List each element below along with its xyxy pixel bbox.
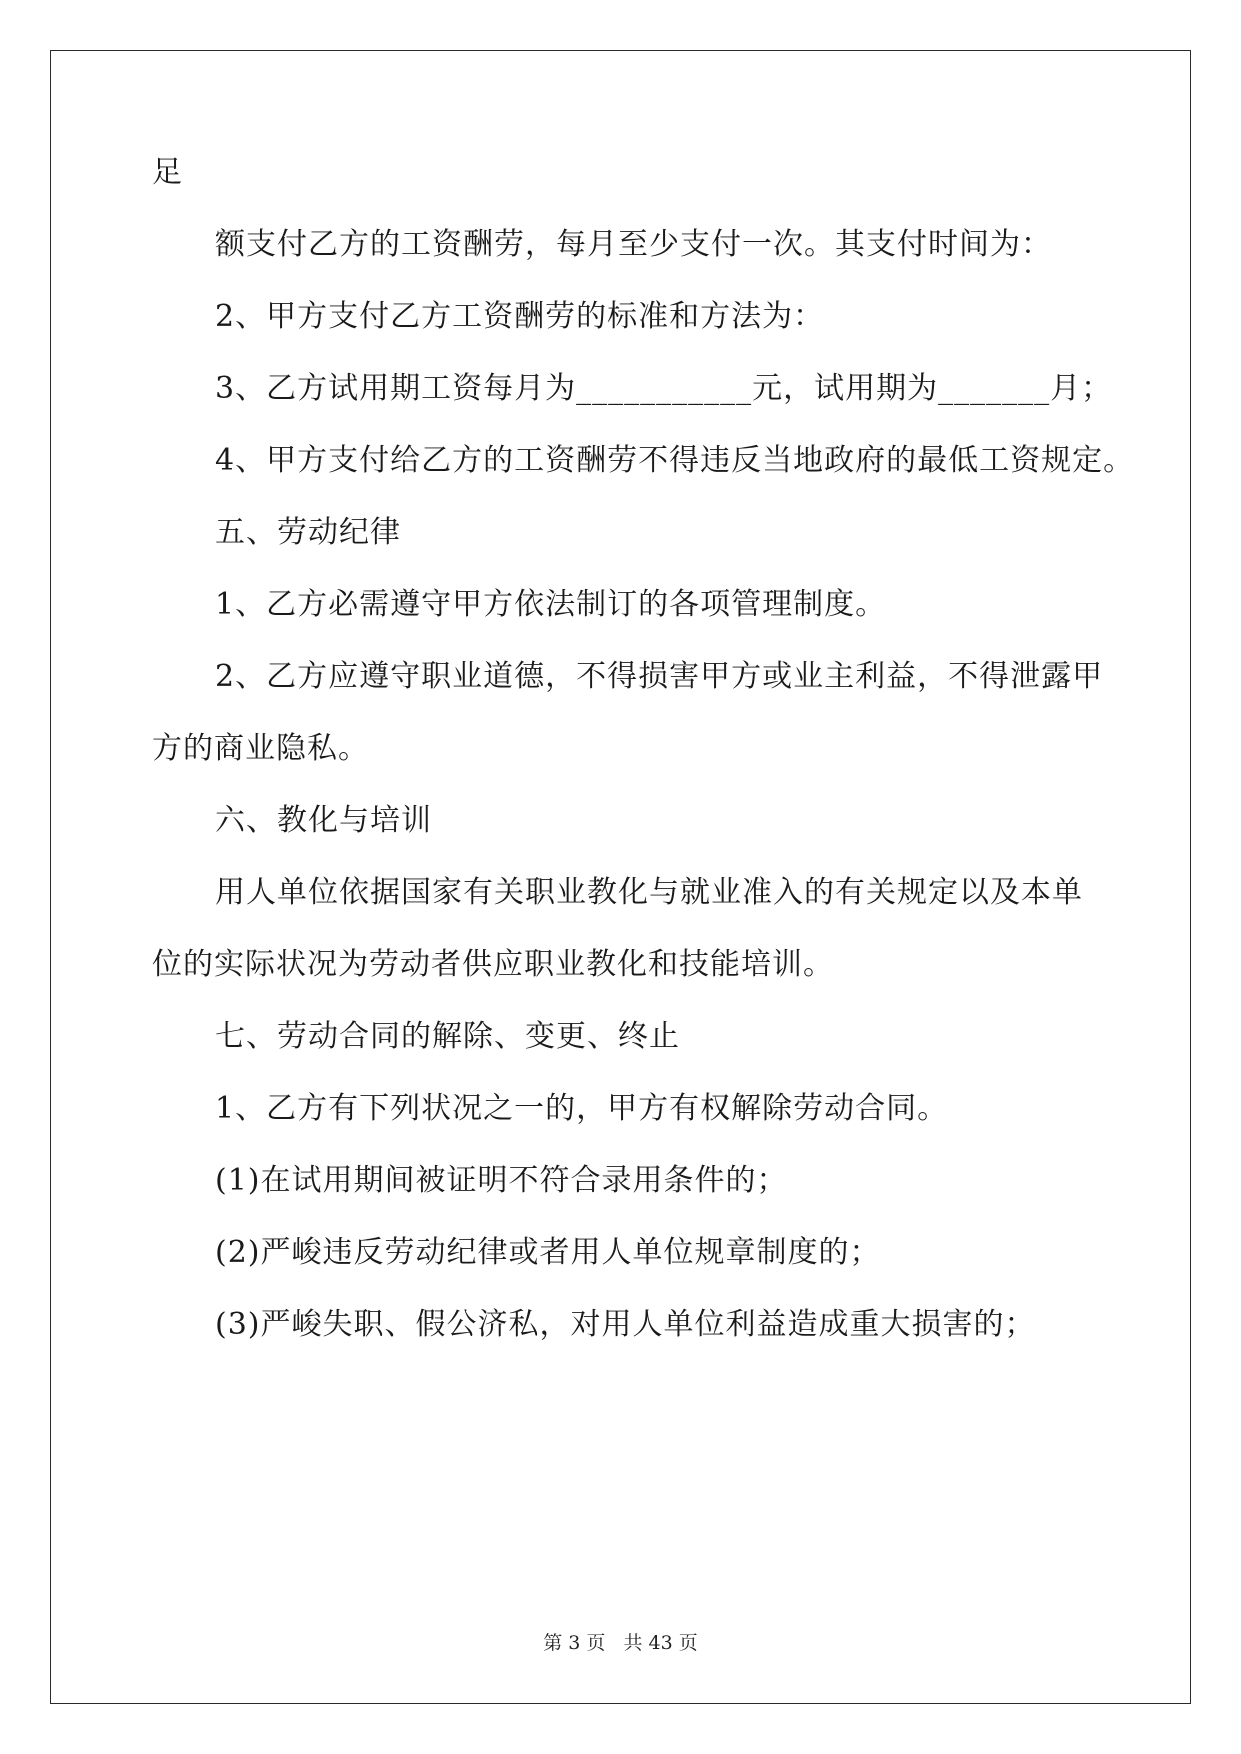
text-line: 2、乙方应遵守职业道德，不得损害甲方或业主利益，不得泄露甲	[215, 659, 1104, 694]
text-line: 额支付乙方的工资酬劳，每月至少支付一次。其支付时间为：	[215, 227, 1052, 262]
text-line: (1)在试用期间被证明不符合录用条件的；	[215, 1163, 788, 1198]
text-line: 4、甲方支付给乙方的工资酬劳不得违反当地政府的最低工资规定。	[215, 443, 1135, 478]
text-line-with-blanks	[215, 369, 1112, 409]
fill-in-blank: ___________	[576, 371, 753, 406]
text-segment: 3、乙方试用期工资每月为	[215, 371, 577, 406]
text-line: 足	[152, 155, 183, 190]
page-footer	[0, 1630, 1241, 1656]
text-line: 用人单位依据国家有关职业教化与就业准入的有关规定以及本单	[215, 875, 1083, 910]
text-line: 1、乙方必需遵守甲方依法制订的各项管理制度。	[215, 587, 887, 622]
text-line: 位的实际状况为劳动者供应职业教化和技能培训。	[152, 947, 834, 982]
text-line: 1、乙方有下列状况之一的，甲方有权解除劳动合同。	[215, 1091, 949, 1126]
text-line: 2、甲方支付乙方工资酬劳的标准和方法为：	[215, 299, 825, 334]
text-segment: 元，试用期为	[752, 371, 939, 406]
section-heading: 六、教化与培训	[215, 803, 432, 838]
text-segment: 月；	[1050, 371, 1113, 406]
page-number: 第 3 页	[543, 1632, 606, 1654]
section-heading: 五、劳动纪律	[215, 515, 401, 550]
section-heading: 七、劳动合同的解除、变更、终止	[215, 1019, 680, 1054]
fill-in-blank: _______	[938, 371, 1051, 406]
text-line: (3)严峻失职、假公济私，对用人单位利益造成重大损害的；	[215, 1307, 1036, 1342]
page-total: 共 43 页	[623, 1632, 698, 1654]
text-line: 方的商业隐私。	[152, 731, 369, 766]
text-line: (2)严峻违反劳动纪律或者用人单位规章制度的；	[215, 1235, 881, 1270]
